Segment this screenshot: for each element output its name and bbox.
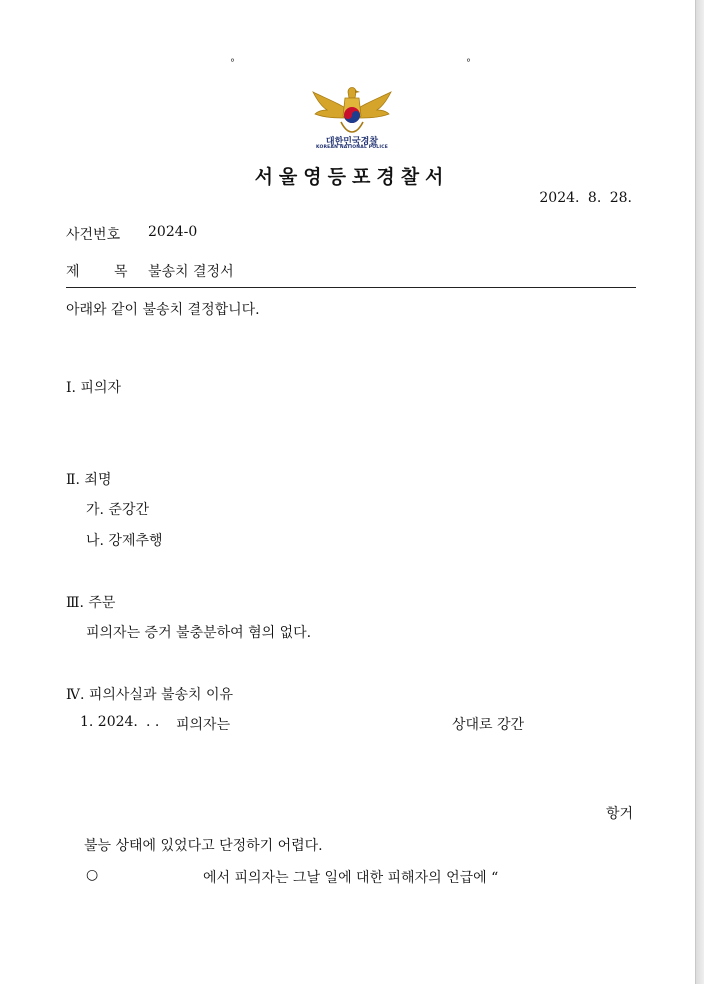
charge-item-1: 가. 준강간 (86, 502, 149, 518)
logo-text-english: KOREAN NATIONAL POLICE (315, 145, 389, 150)
document-title: 서울영등포경찰서 (254, 166, 450, 188)
header-dot-right: ° (466, 58, 471, 69)
case-number-value: 2024-0 (148, 224, 198, 240)
header-dot-left: ° (230, 58, 235, 69)
facts-item1-date-dots: . . (146, 714, 160, 730)
section-charges-heading: Ⅱ. 죄명 (66, 472, 112, 488)
charge-item-2: 나. 강제추행 (86, 533, 163, 549)
header-divider (66, 287, 636, 288)
facts-bullet-icon: ○ (86, 867, 99, 883)
facts-item1-number: 1. 2024. (80, 714, 138, 730)
facts-item1-suspect: 피의자는 (176, 717, 231, 733)
disposition-text: 피의자는 증거 불충분하여 혐의 없다. (86, 625, 312, 641)
facts-item1-charge: 상대로 강간 (452, 717, 525, 733)
section-facts-heading: Ⅳ. 피의사실과 불송치 이유 (66, 687, 234, 703)
subject-label-part1: 제 (66, 264, 80, 280)
section-disposition-heading: Ⅲ. 주문 (66, 595, 116, 611)
facts-bullet-text: 에서 피의자는 그날 일에 대한 피해자의 언급에 “ (203, 870, 499, 886)
subject-value: 불송치 결정서 (148, 264, 234, 280)
section-suspect-heading: Ⅰ. 피의자 (66, 380, 122, 396)
facts-fragment: 항거 (606, 806, 634, 822)
page-right-edge (695, 0, 704, 984)
intro-text: 아래와 같이 불송치 결정합니다. (66, 302, 260, 318)
logo-text-korean: 대한민국경찰 (325, 137, 379, 147)
facts-line2: 불능 상태에 있었다고 단정하기 어렵다. (84, 838, 323, 854)
case-number-label: 사건번호 (66, 227, 121, 243)
subject-label-part2: 목 (114, 264, 128, 280)
document-date: 2024. 8. 28. (539, 190, 632, 206)
